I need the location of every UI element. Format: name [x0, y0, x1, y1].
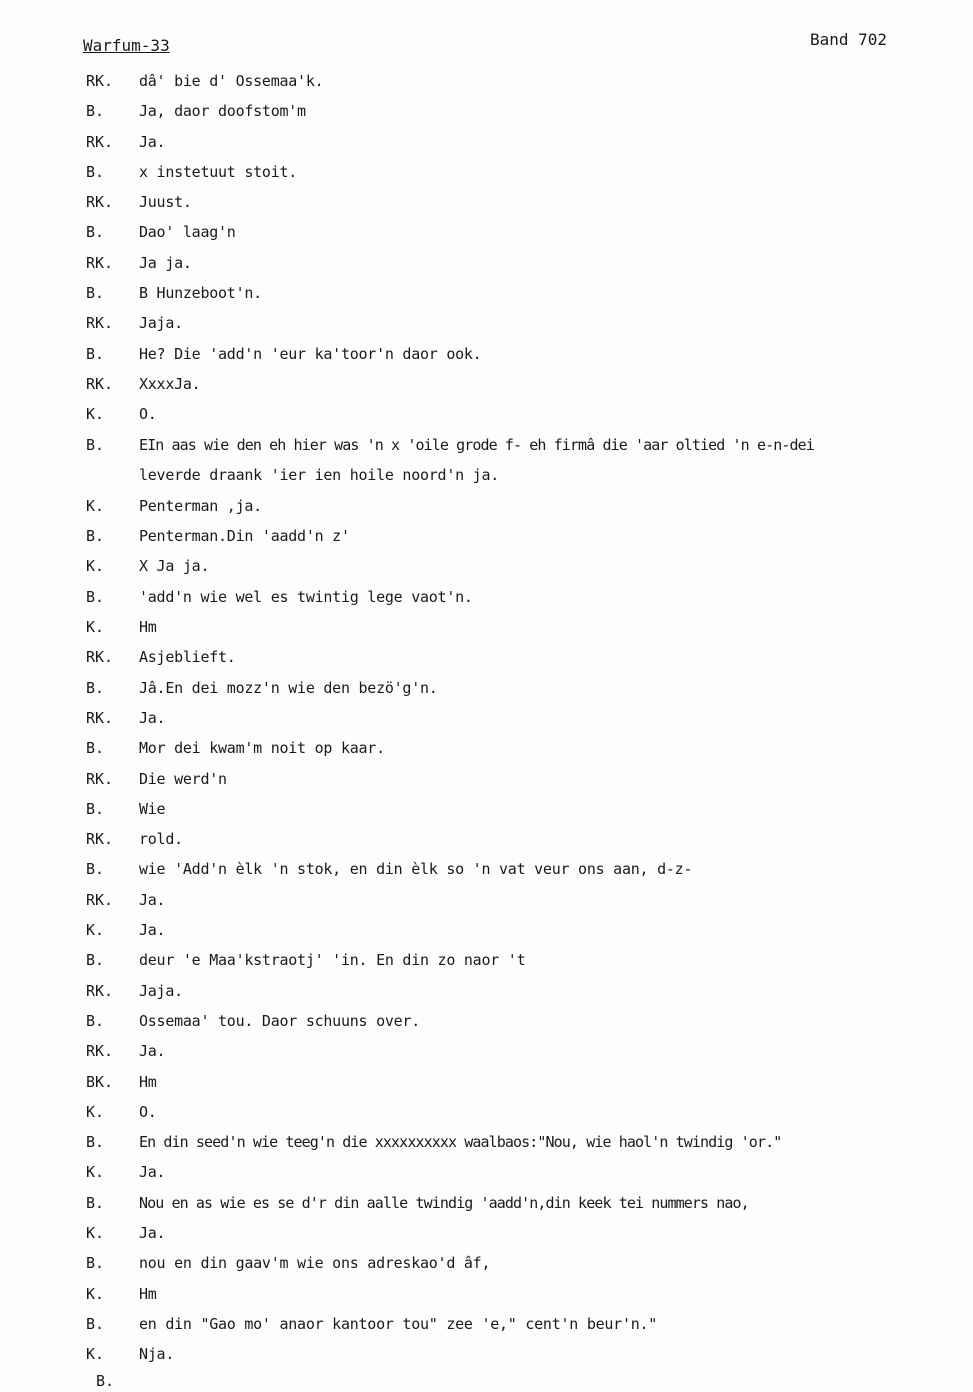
- utterance-text: Ja.: [139, 1042, 166, 1061]
- transcript-line: [86, 1012, 971, 1042]
- speaker-label: B.: [86, 527, 105, 546]
- transcript-line: [86, 375, 971, 405]
- transcript-line: [86, 1133, 971, 1163]
- utterance-text: Ossemaa' tou. Daor schuuns over.: [139, 1011, 420, 1030]
- transcript-line: [86, 1194, 971, 1224]
- transcript-line: [86, 982, 971, 1012]
- utterance-text: dâ' bie d' Ossemaa'k.: [139, 72, 324, 90]
- transcript-line: [86, 133, 971, 163]
- utterance-text: XxxxJa.: [139, 374, 201, 393]
- transcript-line: [86, 284, 971, 314]
- speaker-label: B.: [86, 799, 105, 818]
- utterance-text: Mor dei kwam'm noit op kaar.: [139, 739, 385, 758]
- transcript-lines: [86, 72, 971, 1375]
- speaker-label: K.: [86, 496, 105, 515]
- transcript-line: [86, 588, 971, 618]
- utterance-text: Ja, daor doofstom'm: [139, 102, 306, 121]
- speaker-label: B.: [86, 102, 105, 121]
- speaker-label: B.: [86, 951, 105, 970]
- speaker-label: RK.: [86, 72, 114, 90]
- transcript-line: [86, 1103, 971, 1133]
- transcript-line: [86, 1285, 971, 1315]
- utterance-text: Die werd'n: [139, 769, 227, 788]
- utterance-text: Penterman ,ja.: [139, 496, 262, 515]
- transcript-line: [86, 345, 971, 375]
- speaker-label: RK.: [86, 708, 114, 727]
- utterance-text: Ja.: [139, 1223, 166, 1242]
- transcript-line: [86, 648, 971, 678]
- speaker-label: RK.: [86, 193, 114, 212]
- utterance-text: nou en din gaav'm wie ons adreskao'd âf,: [139, 1254, 491, 1273]
- speaker-label: K.: [86, 1102, 105, 1121]
- utterance-text: Nja.: [139, 1345, 175, 1364]
- speaker-label: B.: [86, 1193, 105, 1212]
- utterance-text: Dao' laag'n: [139, 223, 236, 242]
- document-id: Warfum-33: [83, 36, 170, 55]
- speaker-label: BK.: [86, 1072, 114, 1091]
- transcript-line: [86, 102, 971, 132]
- utterance-text: leverde draank 'ier ien hoile noord'n ja.: [139, 465, 500, 484]
- utterance-text: O.: [139, 1102, 157, 1121]
- transcript-line: [86, 709, 971, 739]
- transcript-line: [86, 163, 971, 193]
- transcript-line: [86, 527, 971, 557]
- utterance-text: Ja ja.: [139, 253, 192, 272]
- transcript-line: [86, 770, 971, 800]
- transcript-line: [86, 679, 971, 709]
- transcript-line: [86, 921, 971, 951]
- speaker-label: RK.: [86, 314, 114, 333]
- speaker-label: K.: [86, 921, 105, 940]
- speaker-label: B.: [86, 284, 105, 303]
- utterance-text: B Hunzeboot'n.: [139, 284, 262, 303]
- speaker-label: RK.: [86, 648, 114, 667]
- utterance-text: Ja.: [139, 132, 166, 151]
- utterance-text: Hm: [139, 1284, 157, 1303]
- speaker-label: B.: [86, 1011, 105, 1030]
- speaker-label: RK.: [86, 132, 114, 151]
- speaker-label: RK.: [86, 374, 114, 393]
- speaker-label: B.: [86, 1133, 105, 1152]
- tape-number: Band 702: [810, 30, 888, 49]
- speaker-label: RK.: [86, 769, 114, 788]
- speaker-label: RK.: [86, 1042, 114, 1061]
- speaker-label: K.: [86, 1163, 105, 1182]
- transcript-line: [86, 739, 971, 769]
- transcript-line: [86, 860, 971, 890]
- utterance-text: O.: [139, 405, 157, 424]
- utterance-text: x instetuut stoit.: [139, 162, 298, 181]
- utterance-text: En din seed'n wie teeg'n die xxxxxxxxxx waalbaos:"Nou, wie haol'n twindig 'or.": [139, 1133, 782, 1152]
- utterance-text: deur 'e Maa'kstraotj' 'in. En din zo naor 't: [139, 951, 526, 970]
- utterance-text: Ja.: [139, 1163, 166, 1182]
- utterance-text: en din "Gao mo' anaor kantoor tou" zee 'e," cent'n beur'n.": [139, 1314, 658, 1333]
- transcript-line: [86, 1042, 971, 1072]
- utterance-text: EIn aas wie den eh hier was 'n x 'oile grode f- eh firmâ die 'aar oltied 'n e-n-dei: [139, 435, 814, 454]
- transcript-line: [86, 72, 971, 102]
- transcript-line: [86, 951, 971, 981]
- utterance-text: Ja.: [139, 921, 166, 940]
- utterance-text: rold.: [139, 830, 183, 849]
- speaker-label: B.: [86, 739, 105, 758]
- transcript-line: [86, 497, 971, 527]
- transcript-line: [86, 223, 971, 253]
- utterance-text: Jâ.En dei mozz'n wie den bezö'g'n.: [139, 678, 438, 697]
- transcript-line: [86, 1254, 971, 1284]
- speaker-label: B.: [86, 587, 105, 606]
- speaker-label: B.: [86, 435, 105, 454]
- utterance-text: Ja.: [139, 708, 166, 727]
- speaker-label: RK.: [86, 981, 114, 1000]
- transcript-line: [86, 1224, 971, 1254]
- transcript-line: [86, 1163, 971, 1193]
- transcript-line: [86, 557, 971, 587]
- transcript-line: [86, 830, 971, 860]
- transcript-line: [86, 254, 971, 284]
- trailing-speaker: B.: [96, 1372, 115, 1390]
- utterance-text: Jaja.: [139, 314, 183, 333]
- utterance-text: Hm: [139, 1072, 157, 1091]
- utterance-text: 'add'n wie wel es twintig lege vaot'n.: [139, 587, 473, 606]
- speaker-label: K.: [86, 1223, 105, 1242]
- speaker-label: B.: [86, 162, 105, 181]
- utterance-text: X Ja ja.: [139, 557, 210, 576]
- speaker-label: RK.: [86, 890, 114, 909]
- utterance-text: Jaja.: [139, 981, 183, 1000]
- utterance-text: Ja.: [139, 890, 166, 909]
- utterance-text: Penterman.Din 'aadd'n z': [139, 527, 350, 546]
- utterance-text: Asjeblieft.: [139, 648, 236, 667]
- transcript-line: [86, 1315, 971, 1345]
- utterance-text: wie 'Add'n èlk 'n stok, en din èlk so 'n vat veur ons aan, d-z-: [139, 860, 693, 879]
- speaker-label: B.: [86, 1314, 105, 1333]
- speaker-label: B.: [86, 1254, 105, 1273]
- speaker-label: B.: [86, 344, 105, 363]
- utterance-text: Nou en as wie es se d'r din aalle twindig 'aadd'n,din keek tei nummers nao,: [139, 1193, 749, 1212]
- utterance-text: Hm: [139, 618, 157, 637]
- transcript-line: [86, 193, 971, 223]
- speaker-label: K.: [86, 1345, 105, 1364]
- transcript-line: [86, 466, 971, 497]
- transcript-line: [86, 1073, 971, 1103]
- transcript-line: [86, 1345, 971, 1375]
- utterance-text: Wie: [139, 799, 166, 818]
- transcript-line: [86, 314, 971, 344]
- speaker-label: K.: [86, 1284, 105, 1303]
- speaker-label: B.: [86, 678, 105, 697]
- speaker-label: K.: [86, 557, 105, 576]
- speaker-label: B.: [86, 223, 105, 242]
- speaker-label: B.: [86, 860, 105, 879]
- utterance-text: He? Die 'add'n 'eur ka'toor'n daor ook.: [139, 344, 482, 363]
- transcript-line: [86, 891, 971, 921]
- transcript-line: [86, 618, 971, 648]
- utterance-text: Juust.: [139, 193, 192, 212]
- speaker-label: K.: [86, 405, 105, 424]
- transcript-line: [86, 405, 971, 435]
- speaker-label: RK.: [86, 830, 114, 849]
- transcript-line: [86, 436, 971, 466]
- transcript-line: [86, 800, 971, 830]
- speaker-label: RK.: [86, 253, 114, 272]
- speaker-label: K.: [86, 618, 105, 637]
